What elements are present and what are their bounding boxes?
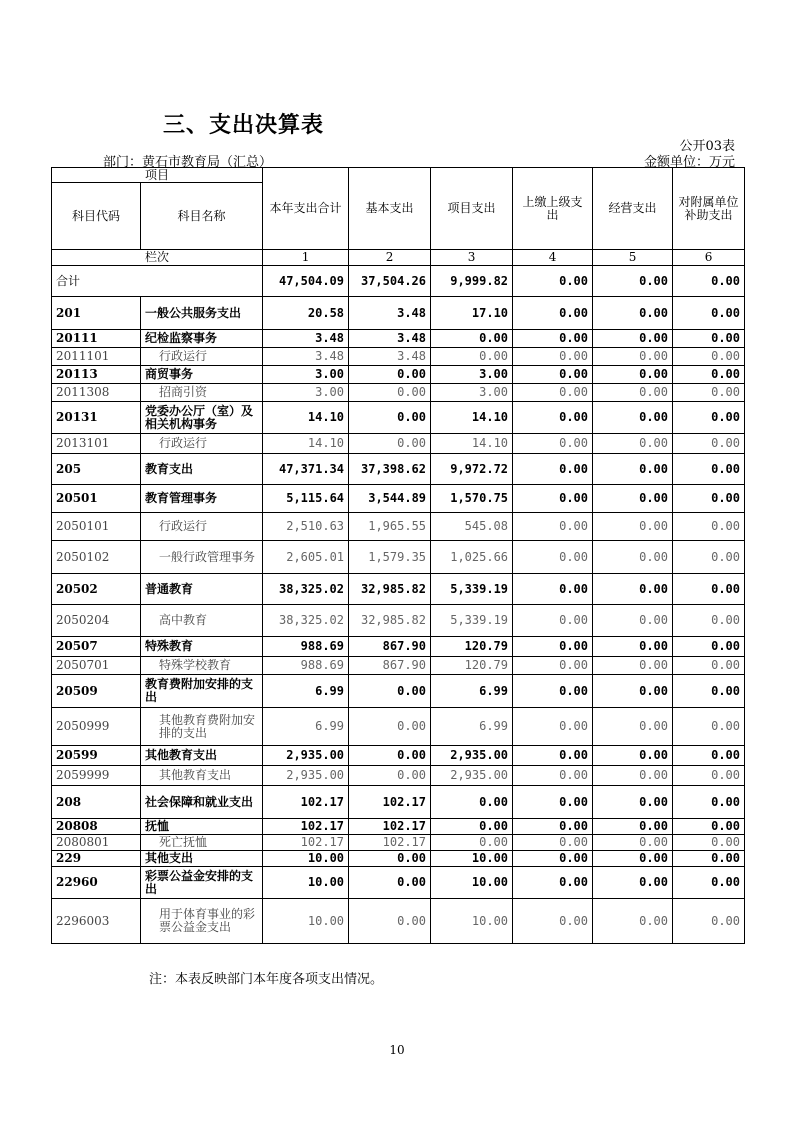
- row-value: 3.48: [263, 330, 349, 348]
- page-number: 10: [389, 1043, 405, 1057]
- row-name: 死亡抚恤: [141, 835, 263, 851]
- row-code: 20808: [52, 819, 141, 835]
- row-name: 行政运行: [141, 434, 263, 454]
- row-value: 1,570.75: [431, 485, 513, 513]
- row-value: 0.00: [349, 366, 431, 384]
- row-name: 一般公共服务支出: [141, 297, 263, 330]
- row-value: 0.00: [593, 835, 673, 851]
- row-value: 0.00: [431, 835, 513, 851]
- table-row: [52, 819, 745, 835]
- row-value: 0.00: [513, 605, 593, 637]
- row-name: 行政运行: [141, 513, 263, 541]
- row-name: 教育支出: [141, 454, 263, 485]
- row-name: 其他支出: [141, 851, 263, 867]
- row-name: 其他教育支出: [141, 766, 263, 786]
- row-value: 10.00: [263, 899, 349, 944]
- table-row: [52, 454, 745, 485]
- row-value: 0.00: [673, 574, 745, 605]
- row-code: 2050101: [52, 513, 141, 541]
- row-value: 0.00: [513, 297, 593, 330]
- row-name: 行政运行: [141, 348, 263, 366]
- row-name: 党委办公厅（室）及相关机构事务: [141, 402, 263, 434]
- row-value: 2,935.00: [263, 766, 349, 786]
- table-row: [52, 402, 745, 434]
- row-value: 0.00: [673, 746, 745, 766]
- row-value: 0.00: [593, 513, 673, 541]
- row-value: 0.00: [673, 867, 745, 899]
- row-value: 0.00: [513, 746, 593, 766]
- row-value: 0.00: [593, 454, 673, 485]
- page-title: 三、支出决算表: [163, 113, 325, 138]
- row-value: 0.00: [593, 605, 673, 637]
- row-value: 0.00: [673, 657, 745, 675]
- row-value: 0.00: [513, 657, 593, 675]
- row-value: 0.00: [593, 330, 673, 348]
- col-num: 5: [593, 250, 673, 266]
- row-value: 32,985.82: [349, 605, 431, 637]
- row-value: 0.00: [349, 851, 431, 867]
- row-value: 0.00: [349, 708, 431, 746]
- total-value: 9,999.82: [431, 266, 513, 297]
- row-value: 3,544.89: [349, 485, 431, 513]
- row-code: 2059999: [52, 766, 141, 786]
- row-value: 47,371.34: [263, 454, 349, 485]
- row-value: 37,398.62: [349, 454, 431, 485]
- row-value: 0.00: [593, 851, 673, 867]
- row-value: 0.00: [673, 708, 745, 746]
- row-name: 教育费附加安排的支出: [141, 675, 263, 708]
- row-value: 2,935.00: [431, 746, 513, 766]
- row-value: 38,325.02: [263, 574, 349, 605]
- row-value: 0.00: [593, 434, 673, 454]
- row-value: 0.00: [593, 541, 673, 574]
- row-value: 0.00: [431, 348, 513, 366]
- row-value: 6.99: [431, 675, 513, 708]
- row-value: 0.00: [673, 605, 745, 637]
- row-value: 0.00: [593, 366, 673, 384]
- table-row: [52, 835, 745, 851]
- row-value: 20.58: [263, 297, 349, 330]
- row-value: 32,985.82: [349, 574, 431, 605]
- row-value: 0.00: [513, 675, 593, 708]
- row-value: 0.00: [673, 454, 745, 485]
- header-col-1: 本年支出合计: [263, 168, 349, 250]
- row-value: 3.48: [349, 330, 431, 348]
- table-row: [52, 384, 745, 402]
- row-code: 20501: [52, 485, 141, 513]
- row-value: 10.00: [263, 867, 349, 899]
- row-value: 0.00: [593, 348, 673, 366]
- table-row: [52, 899, 745, 944]
- table-row: [52, 434, 745, 454]
- row-value: 38,325.02: [263, 605, 349, 637]
- row-value: 14.10: [263, 434, 349, 454]
- total-value: 37,504.26: [349, 266, 431, 297]
- total-value: 0.00: [513, 266, 593, 297]
- table-row: [52, 541, 745, 574]
- row-value: 0.00: [673, 819, 745, 835]
- row-value: 10.00: [431, 851, 513, 867]
- row-value: 10.00: [431, 867, 513, 899]
- row-value: 0.00: [593, 637, 673, 657]
- row-value: 0.00: [513, 867, 593, 899]
- row-value: 0.00: [593, 297, 673, 330]
- department-label: 部门：黄石市教育局（汇总）: [103, 155, 273, 170]
- row-value: 6.99: [263, 708, 349, 746]
- table-row: [52, 637, 745, 657]
- row-value: 0.00: [593, 746, 673, 766]
- row-value: 988.69: [263, 657, 349, 675]
- table-row: [52, 708, 745, 746]
- row-value: 10.00: [431, 899, 513, 944]
- row-value: 0.00: [513, 899, 593, 944]
- row-value: 0.00: [673, 541, 745, 574]
- row-value: 867.90: [349, 657, 431, 675]
- row-name: 彩票公益金安排的支出: [141, 867, 263, 899]
- row-value: 10.00: [263, 851, 349, 867]
- header-code: 科目代码: [52, 183, 141, 250]
- row-value: 0.00: [593, 766, 673, 786]
- row-value: 0.00: [431, 786, 513, 819]
- row-value: 0.00: [513, 330, 593, 348]
- row-code: 2050102: [52, 541, 141, 574]
- row-value: 0.00: [593, 657, 673, 675]
- row-value: 0.00: [431, 330, 513, 348]
- row-value: 0.00: [513, 513, 593, 541]
- row-value: 3.00: [431, 366, 513, 384]
- total-value: 0.00: [673, 266, 745, 297]
- row-code: 2050701: [52, 657, 141, 675]
- row-value: 102.17: [263, 835, 349, 851]
- header-col-3: 项目支出: [431, 168, 513, 250]
- row-value: 0.00: [673, 348, 745, 366]
- row-code: 22960: [52, 867, 141, 899]
- table-row: [52, 867, 745, 899]
- row-value: 0.00: [349, 899, 431, 944]
- col-num: 1: [263, 250, 349, 266]
- row-value: 0.00: [513, 574, 593, 605]
- row-value: 0.00: [593, 708, 673, 746]
- row-code: 20509: [52, 675, 141, 708]
- row-code: 201: [52, 297, 141, 330]
- table-row: [52, 485, 745, 513]
- row-value: 120.79: [431, 657, 513, 675]
- row-value: 14.10: [431, 434, 513, 454]
- row-name: 用于体育事业的彩票公益金支出: [141, 899, 263, 944]
- row-value: 5,115.64: [263, 485, 349, 513]
- table-row: [52, 297, 745, 330]
- row-code: 2296003: [52, 899, 141, 944]
- col-num: 4: [513, 250, 593, 266]
- row-value: 0.00: [513, 786, 593, 819]
- row-value: 0.00: [513, 402, 593, 434]
- row-code: 205: [52, 454, 141, 485]
- row-code: 20131: [52, 402, 141, 434]
- row-name: 高中教育: [141, 605, 263, 637]
- row-value: 545.08: [431, 513, 513, 541]
- table-row: [52, 574, 745, 605]
- row-value: 3.00: [263, 366, 349, 384]
- row-value: 0.00: [673, 835, 745, 851]
- row-value: 120.79: [431, 637, 513, 657]
- row-value: 0.00: [673, 297, 745, 330]
- row-value: 2,935.00: [431, 766, 513, 786]
- row-value: 0.00: [349, 675, 431, 708]
- row-code: 2080801: [52, 835, 141, 851]
- row-value: 102.17: [349, 835, 431, 851]
- row-value: 0.00: [513, 708, 593, 746]
- row-value: 2,510.63: [263, 513, 349, 541]
- row-value: 0.00: [593, 786, 673, 819]
- header-row-label: 栏次: [52, 250, 263, 266]
- row-code: 2011308: [52, 384, 141, 402]
- row-value: 0.00: [593, 899, 673, 944]
- row-value: 0.00: [513, 851, 593, 867]
- row-value: 1,579.35: [349, 541, 431, 574]
- row-value: 0.00: [673, 384, 745, 402]
- col-num: 2: [349, 250, 431, 266]
- row-value: 14.10: [431, 402, 513, 434]
- row-value: 1,965.55: [349, 513, 431, 541]
- row-value: 0.00: [593, 819, 673, 835]
- row-value: 0.00: [513, 454, 593, 485]
- total-value: 47,504.09: [263, 266, 349, 297]
- expenditure-table: [51, 167, 745, 944]
- row-value: 0.00: [349, 402, 431, 434]
- row-code: 20599: [52, 746, 141, 766]
- row-value: 102.17: [263, 819, 349, 835]
- row-value: 0.00: [513, 434, 593, 454]
- col-num: 3: [431, 250, 513, 266]
- row-name: 商贸事务: [141, 366, 263, 384]
- row-value: 0.00: [673, 851, 745, 867]
- row-value: 1,025.66: [431, 541, 513, 574]
- table-row: [52, 746, 745, 766]
- row-name: 其他教育费附加安排的支出: [141, 708, 263, 746]
- row-value: 2,605.01: [263, 541, 349, 574]
- row-value: 0.00: [513, 485, 593, 513]
- row-name: 特殊学校教育: [141, 657, 263, 675]
- row-code: 208: [52, 786, 141, 819]
- row-value: 867.90: [349, 637, 431, 657]
- row-code: 20502: [52, 574, 141, 605]
- row-value: 0.00: [673, 899, 745, 944]
- col-num: 6: [673, 250, 745, 266]
- row-value: 0.00: [513, 637, 593, 657]
- row-value: 0.00: [513, 366, 593, 384]
- table-row: [52, 657, 745, 675]
- row-value: 0.00: [431, 819, 513, 835]
- header-col-5: 经营支出: [593, 168, 673, 250]
- table-row: [52, 366, 745, 384]
- row-name: 一般行政管理事务: [141, 541, 263, 574]
- row-value: 2,935.00: [263, 746, 349, 766]
- row-name: 招商引资: [141, 384, 263, 402]
- row-value: 102.17: [349, 786, 431, 819]
- row-value: 0.00: [349, 766, 431, 786]
- table-row: [52, 851, 745, 867]
- row-value: 3.48: [263, 348, 349, 366]
- row-value: 5,339.19: [431, 574, 513, 605]
- table-row: [52, 605, 745, 637]
- table-row: [52, 330, 745, 348]
- row-value: 0.00: [673, 434, 745, 454]
- row-name: 教育管理事务: [141, 485, 263, 513]
- total-value: 0.00: [593, 266, 673, 297]
- total-label: 合计: [52, 266, 263, 297]
- row-value: 3.00: [431, 384, 513, 402]
- header-col-6: 对附属单位补助支出: [673, 168, 745, 250]
- row-value: 0.00: [513, 819, 593, 835]
- row-code: 2013101: [52, 434, 141, 454]
- row-value: 9,972.72: [431, 454, 513, 485]
- row-value: 3.48: [349, 348, 431, 366]
- table-row: [52, 786, 745, 819]
- row-value: 0.00: [593, 574, 673, 605]
- row-value: 0.00: [513, 766, 593, 786]
- row-name: 抚恤: [141, 819, 263, 835]
- header-name: 科目名称: [141, 183, 263, 250]
- row-value: 17.10: [431, 297, 513, 330]
- row-value: 0.00: [349, 867, 431, 899]
- row-value: 6.99: [431, 708, 513, 746]
- row-value: 0.00: [513, 384, 593, 402]
- row-value: 14.10: [263, 402, 349, 434]
- row-value: 0.00: [513, 348, 593, 366]
- header-col-2: 基本支出: [349, 168, 431, 250]
- table-row: [52, 675, 745, 708]
- row-value: 3.48: [349, 297, 431, 330]
- row-value: 0.00: [349, 746, 431, 766]
- row-value: 0.00: [593, 485, 673, 513]
- row-value: 0.00: [673, 330, 745, 348]
- row-value: 0.00: [673, 402, 745, 434]
- form-number: 公开03表: [679, 139, 735, 154]
- table-row: [52, 513, 745, 541]
- row-value: 0.00: [349, 384, 431, 402]
- table-row: [52, 348, 745, 366]
- header-col-4: 上缴上级支出: [513, 168, 593, 250]
- row-value: 0.00: [513, 835, 593, 851]
- row-value: 0.00: [673, 485, 745, 513]
- row-value: 0.00: [349, 434, 431, 454]
- row-value: 0.00: [513, 541, 593, 574]
- row-value: 0.00: [673, 637, 745, 657]
- row-value: 0.00: [673, 366, 745, 384]
- row-value: 102.17: [349, 819, 431, 835]
- row-code: 2011101: [52, 348, 141, 366]
- row-name: 特殊教育: [141, 637, 263, 657]
- total-row: [52, 266, 745, 297]
- row-value: 3.00: [263, 384, 349, 402]
- row-value: 0.00: [673, 786, 745, 819]
- row-value: 0.00: [673, 675, 745, 708]
- row-name: 普通教育: [141, 574, 263, 605]
- row-name: 其他教育支出: [141, 746, 263, 766]
- row-value: 988.69: [263, 637, 349, 657]
- header-item: 项目: [52, 168, 263, 183]
- row-value: 0.00: [673, 766, 745, 786]
- row-code: 20113: [52, 366, 141, 384]
- row-code: 2050999: [52, 708, 141, 746]
- row-value: 0.00: [593, 675, 673, 708]
- row-value: 0.00: [593, 867, 673, 899]
- table-note: 注：本表反映部门本年度各项支出情况。: [149, 972, 384, 987]
- row-value: 0.00: [593, 384, 673, 402]
- row-value: 102.17: [263, 786, 349, 819]
- row-name: 社会保障和就业支出: [141, 786, 263, 819]
- row-code: 20111: [52, 330, 141, 348]
- row-value: 5,339.19: [431, 605, 513, 637]
- row-value: 6.99: [263, 675, 349, 708]
- row-code: 229: [52, 851, 141, 867]
- row-value: 0.00: [593, 402, 673, 434]
- row-name: 纪检监察事务: [141, 330, 263, 348]
- row-value: 0.00: [673, 513, 745, 541]
- unit-label: 金额单位：万元: [643, 155, 735, 170]
- row-code: 20507: [52, 637, 141, 657]
- row-code: 2050204: [52, 605, 141, 637]
- table-row: [52, 766, 745, 786]
